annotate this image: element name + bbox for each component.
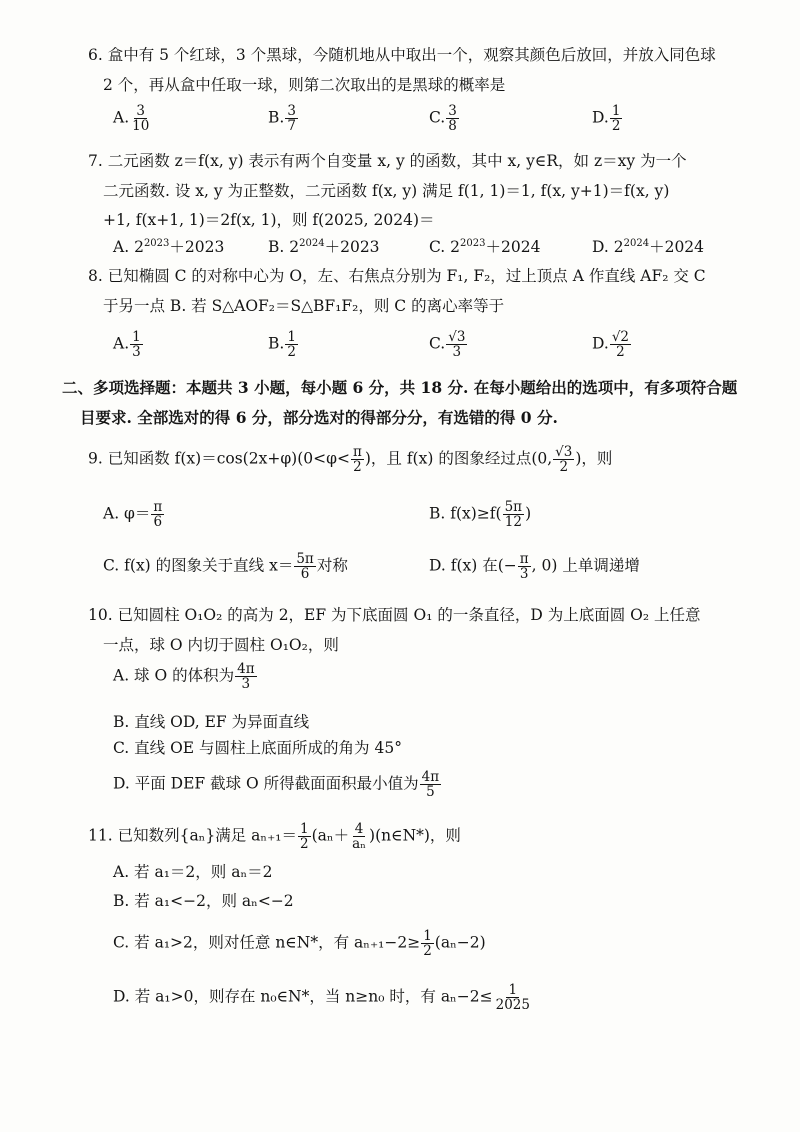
q7-option-b: B. $2^{2024}+2023$ — [268, 237, 380, 256]
q6-option-c: C. $\frac{3}{8}$ — [429, 103, 457, 135]
q6-option-b: B. $\frac{3}{7}$ — [268, 103, 296, 135]
q10-option-c: C. 直线 OE 与圆柱上底面所成的角为 45° — [113, 739, 402, 757]
q8-option-d: D. $\frac{√2}{2}$ — [592, 329, 630, 361]
q10-option-a: A. 球 O 的体积为 $\frac{4\pi}{3}$ — [113, 661, 255, 693]
section2-heading-line1: 二、多项选择题：本题共 3 小题，每小题 6 分，共 18 分. 在每小题给出的选项中，有多项符合题 — [62, 378, 738, 397]
q7-stem-line2: 二元函数. 设 x, y 为正整数，二元函数 f(x, y) 满足 f(1, 1)＝1, f(x, y+1)＝f(x, y) — [103, 182, 670, 200]
q11-option-a: A. 若 a₁＝2，则 aₙ＝2 — [113, 863, 273, 881]
q6-stem-line1: 6. 盒中有 5 个红球，3 个黑球，今随机地从中取出一个，观察其颜色后放回，并放入同色球 — [88, 46, 716, 64]
q8-stem-line1: 8. 已知椭圆 C 的对称中心为 O，左、右焦点分别为 F₁, F₂，过上顶点 A 作直线 AF₂ 交 C — [88, 267, 706, 285]
q6-option-d: D. $\frac{1}{2}$ — [592, 103, 621, 135]
q9-option-b: B. f(x)≥f( $\frac{5\pi}{12}$ ) — [429, 499, 532, 531]
q8-stem-line2: 于另一点 B. 若 S△AOF₂＝S△BF₁F₂，则 C 的离心率等于 — [103, 297, 505, 315]
q8-option-b: B. $\frac{1}{2}$ — [268, 329, 296, 361]
q11-stem: 11. 已知数列{aₙ}满足 aₙ₊₁＝ $\frac{1}{2}$ (aₙ＋ $\frac{4}{\text{aₙ}}$ )(n∈N*)，则 — [88, 821, 461, 853]
q7-stem-line3: +1, f(x+1, 1)＝2f(x, 1)，则 f(2025, 2024)＝ — [103, 211, 435, 229]
q11-option-c: C. 若 a₁>2，则对任意 n∈N*，有 aₙ₊₁−2≥ $\frac{1}{2}$ (aₙ−2) — [113, 928, 486, 960]
q10-stem-line1: 10. 已知圆柱 O₁O₂ 的高为 2，EF 为下底面圆 O₁ 的一条直径，D 为上底面圆 O₂ 上任意 — [88, 606, 701, 624]
section2-heading-line2: 目要求. 全部选对的得 6 分，部分选对的得部分分，有选错的得 0 分. — [80, 408, 558, 427]
q6-option-a: A. $\frac{3}{10}$ — [113, 103, 150, 135]
q7-option-d: D. $2^{2024}+2024$ — [592, 237, 705, 256]
q10-option-b: B. 直线 OD, EF 为异面直线 — [113, 713, 310, 731]
q9-option-c: C. f(x) 的图象关于直线 x＝ $\frac{5\pi}{6}$ 对称 — [103, 551, 348, 583]
q11-option-b: B. 若 a₁<−2，则 aₙ<−2 — [113, 892, 294, 910]
q7-option-c: C. $2^{2023}+2024$ — [429, 237, 541, 256]
q10-option-d: D. 平面 DEF 截球 O 所得截面面积最小值为 $\frac{4\pi}{5}$ — [113, 769, 440, 801]
q11-option-d: D. 若 a₁>0，则存在 n₀∈N*，当 n≥n₀ 时，有 aₙ−2≤ $\frac{1}{2025}$ — [113, 982, 530, 1014]
q6-stem-line2: 2 个，再从盒中任取一球，则第二次取出的是黑球的概率是 — [103, 76, 506, 94]
q7-option-a: A. $2^{2023}+2023$ — [113, 237, 225, 256]
q7-stem-line1: 7. 二元函数 z＝f(x, y) 表示有两个自变量 x, y 的函数，其中 x, y∈R，如 z＝xy 为一个 — [88, 152, 687, 170]
q9-option-d: D. f(x) 在(− $\frac{\pi}{3}$ , 0) 上单调递增 — [429, 551, 640, 583]
q8-option-c: C. $\frac{√3}{3}$ — [429, 329, 466, 361]
q9-stem: 9. 已知函数 f(x)＝cos(2x+φ)(0<φ< $\frac{\pi}{2}$ )，且 f(x) 的图象经过点(0, $\frac{√3}{2}$ )，则 — [88, 444, 613, 476]
q10-stem-line2: 一点，球 O 内切于圆柱 O₁O₂，则 — [103, 636, 339, 654]
q9-option-a: A. φ＝ $\frac{\pi}{6}$ — [103, 499, 163, 531]
q8-option-a: A. $\frac{1}{3}$ — [113, 329, 141, 361]
